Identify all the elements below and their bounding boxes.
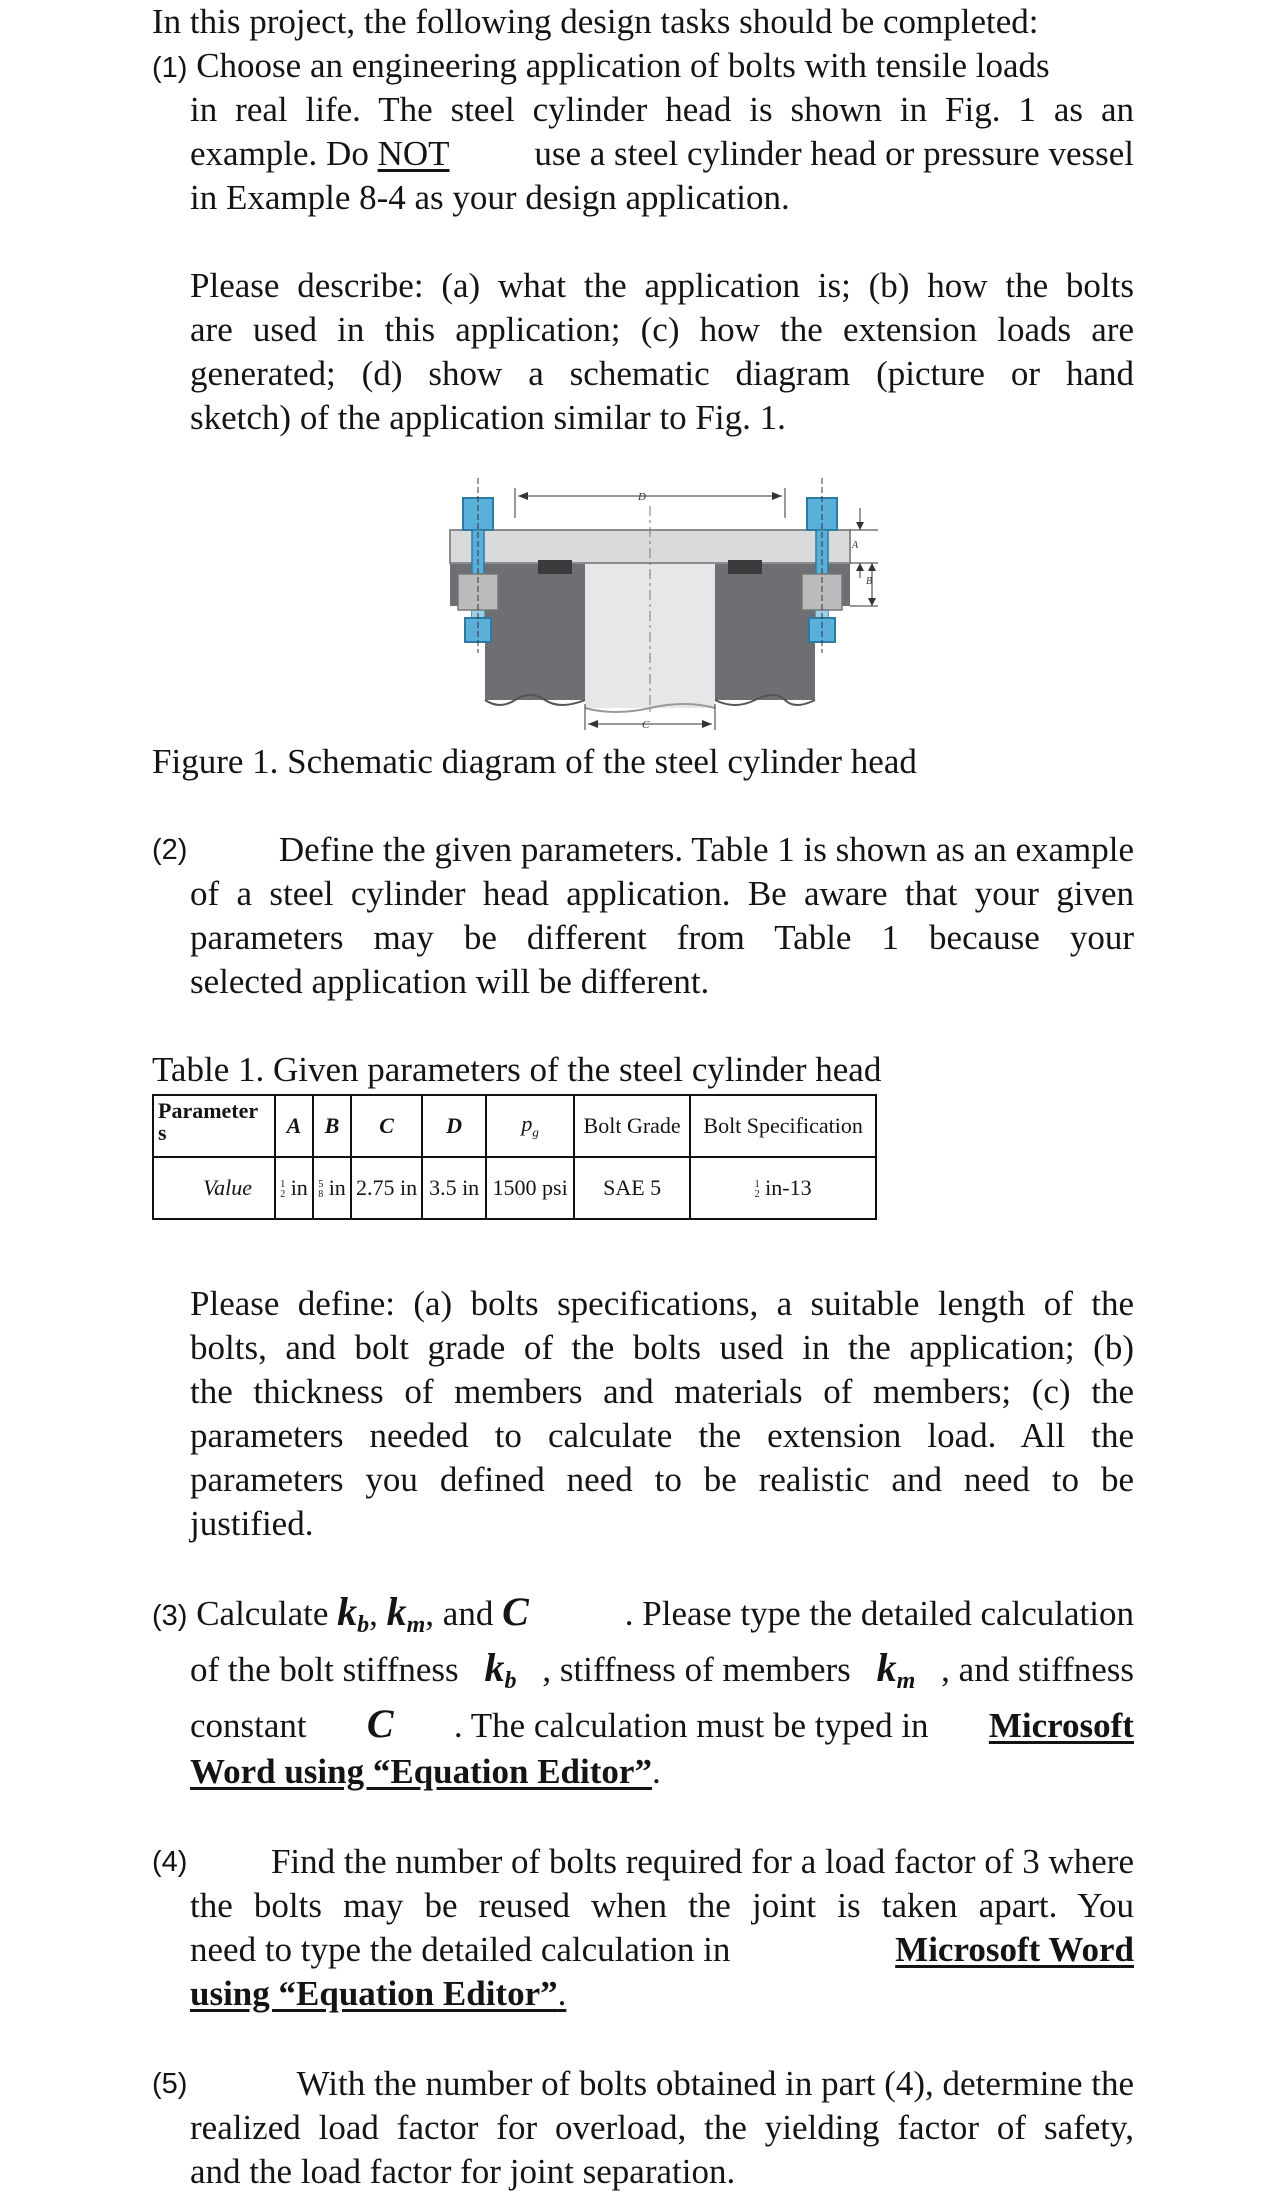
task3-line-1: (3) Calculate $k_b$, $k_m$, and C . Please type the detailed calculation (152, 1589, 1134, 1638)
describe-line-2: are used in this application; (c) how the extension loads are (190, 310, 1134, 349)
intro-text: In this project, the following design tasks should be completed: (152, 2, 1039, 41)
task5-line-2: realized load factor for overload, the yielding factor of safety, (190, 2108, 1134, 2147)
value-bolt-spec: 1 2 in-13 (690, 1157, 876, 1219)
equation-editor-note-4: using “Equation Editor” (190, 1974, 558, 2013)
dim-label-c: C (642, 719, 650, 731)
header-d: D (422, 1095, 486, 1157)
define-line-3: the thickness of members and materials of members; (c) the (190, 1372, 1134, 1411)
value-bolt-grade: SAE 5 (574, 1157, 690, 1219)
header-a: A (275, 1095, 313, 1157)
task1-number: (1) (152, 52, 188, 84)
value-d: 3.5 in (422, 1157, 486, 1219)
task3-line-4: Word using “Equation Editor”. (190, 1752, 661, 1791)
dim-label-d: D (638, 491, 646, 503)
gasket-right (728, 560, 762, 574)
define-line-6: justified. (190, 1504, 314, 1543)
value-c: 2.75 in (351, 1157, 422, 1219)
task2-number: (2) (152, 834, 188, 866)
task4-line-3: need to type the detailed calculation in Microsoft Word (190, 1930, 1134, 1969)
gasket-left (538, 560, 572, 574)
define-line-5: parameters you defined need to be realistic and need to be (190, 1460, 1134, 1499)
header-b: B (313, 1095, 351, 1157)
equation-editor-note-3: Word using “Equation Editor” (190, 1752, 652, 1791)
parameters-table (152, 1094, 877, 1220)
define-line-4: parameters needed to calculate the extension load. All the (190, 1416, 1134, 1455)
task1-line-2: in real life. The steel cylinder head is shown in Fig. 1 as an (190, 90, 1134, 129)
task3-line-3: constant C . The calculation must be typed in Microsoft (190, 1701, 1134, 1746)
row-label-value: Value (153, 1157, 275, 1219)
task2-line-4: selected application will be different. (190, 962, 710, 1001)
header-bolt-grade: Bolt Grade (574, 1095, 690, 1157)
task5-number: (5) (152, 2068, 188, 2100)
define-line-1: Please define: (a) bolts specifications, a suitable length of the (190, 1284, 1134, 1323)
dim-label-b: B (866, 576, 873, 587)
task4-number: (4) (152, 1846, 188, 1878)
header-c: C (351, 1095, 422, 1157)
header-bolt-spec: Bolt Specification (690, 1095, 876, 1157)
value-a: 1 2 in (275, 1157, 313, 1219)
task4-line-1: (4) Find the number of bolts required for a load factor of 3 where (152, 1840, 1134, 1884)
header-pg: $p_g$ (486, 1095, 574, 1157)
task2-line-2: of a steel cylinder head application. Be aware that your given (190, 874, 1134, 913)
task5-line-3: and the load factor for joint separation. (190, 2152, 736, 2191)
figure-caption: Figure 1. Schematic diagram of the steel cylinder head (152, 742, 917, 781)
table-value-row (153, 1157, 876, 1219)
task3-line-2: of the bolt stiffness $k_b$ , stiffness of members $k_m$ , and stiffness (190, 1645, 1134, 1694)
describe-line-3: generated; (d) show a schematic diagram (picture or hand (190, 354, 1134, 393)
task3-number: (3) (152, 1600, 188, 1632)
task4-line-4: using “Equation Editor”. (190, 1974, 567, 2013)
task5-line-1: (5) With the number of bolts obtained in part (4), determine the (152, 2062, 1134, 2106)
define-line-2: bolts, and bolt grade of the bolts used in the application; (b) (190, 1328, 1134, 1367)
cylinder-head-figure (420, 478, 880, 738)
describe-line-1: Please describe: (a) what the application is; (b) how the bolts (190, 266, 1134, 305)
task2-line-3: parameters may be different from Table 1 because your (190, 918, 1134, 957)
describe-line-4: sketch) of the application similar to Fig. 1. (190, 398, 786, 437)
task1-line-1: (1) Choose an engineering application of bolts with tensile loads (152, 46, 1050, 85)
task2-line-1: (2) Define the given parameters. Table 1 is shown as an example (152, 828, 1134, 872)
table-header-row (153, 1095, 876, 1157)
task1-line-4: in Example 8-4 as your design application. (190, 178, 790, 217)
not-underlined: NOT (377, 134, 450, 173)
value-b: 5 8 in (313, 1157, 351, 1219)
value-pg: 1500 psi (486, 1157, 574, 1219)
task4-line-2: the bolts may be reused when the joint is taken apart. You (190, 1886, 1134, 1925)
task1-line-3: example. Do NOT use a steel cylinder head or pressure vessel (190, 134, 1134, 173)
table1-title: Table 1. Given parameters of the steel cylinder head (152, 1050, 882, 1089)
header-parameters: Parameter s (153, 1095, 275, 1157)
dim-label-a: A (852, 540, 859, 551)
